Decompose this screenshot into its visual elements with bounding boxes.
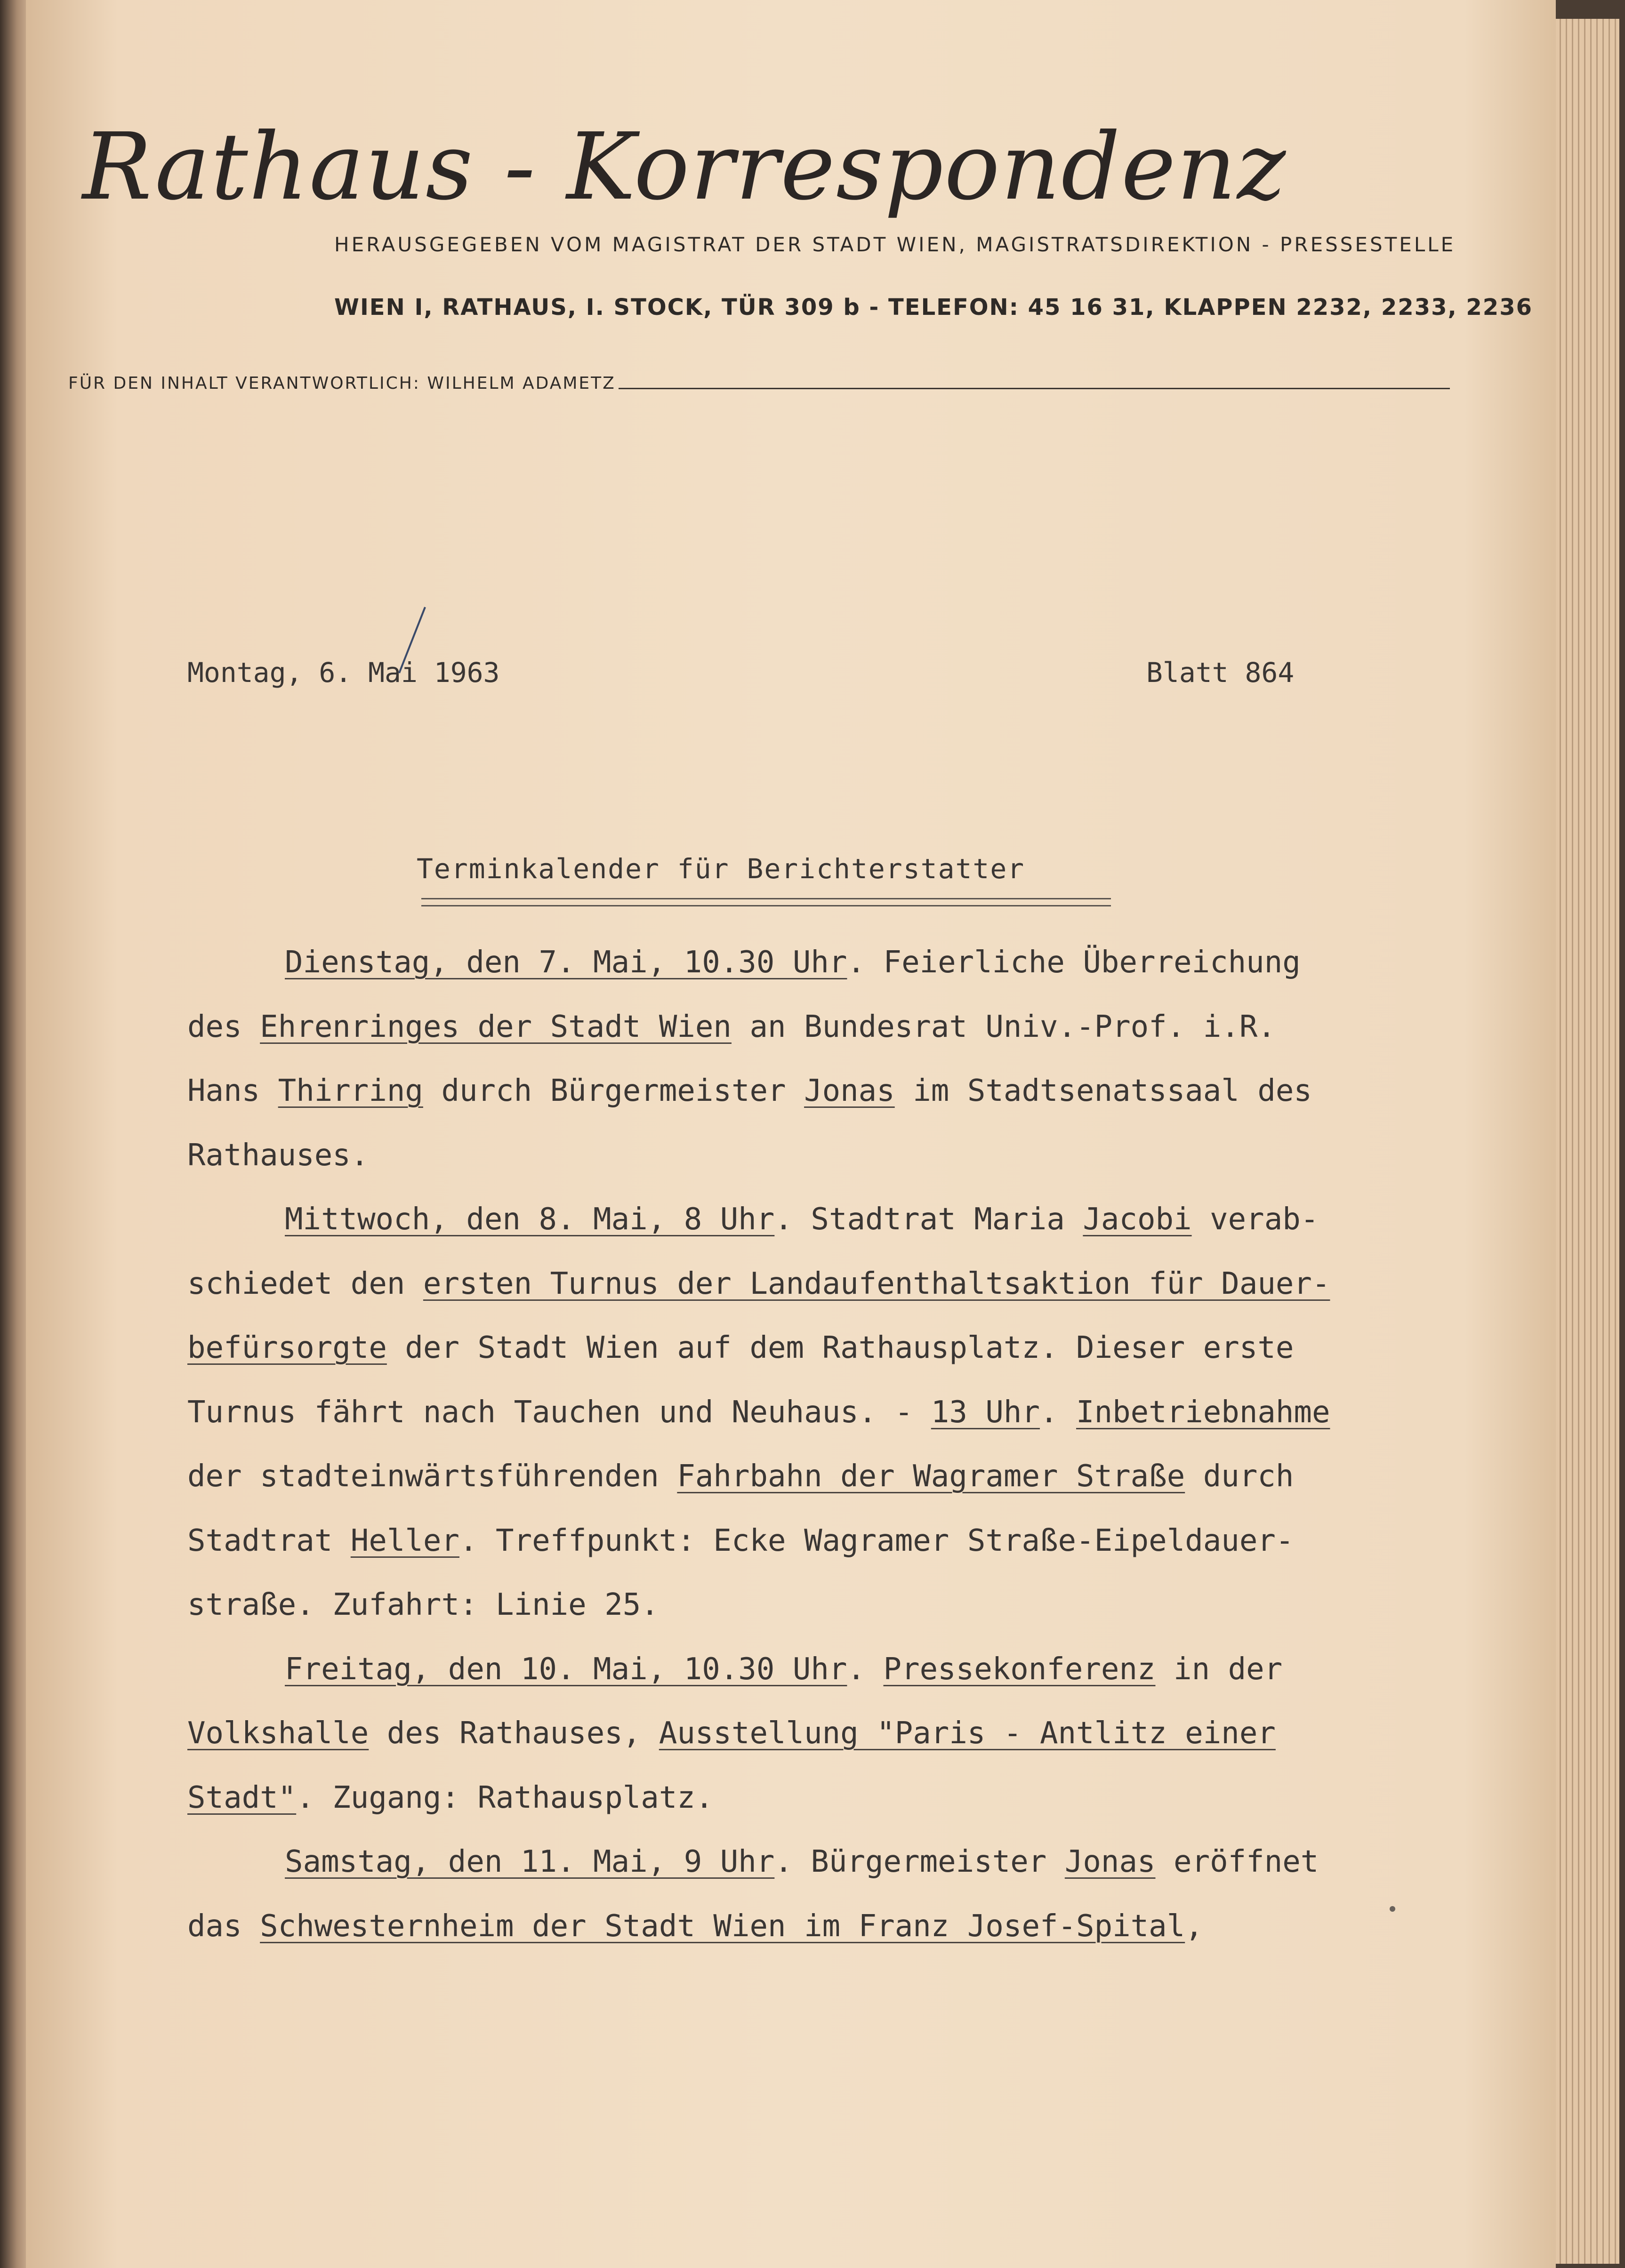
underlined-phrase: Ehrenringes der Stadt Wien (260, 1009, 732, 1044)
sheet-number: Blatt 864 (1146, 657, 1295, 689)
text-run: . Stadtrat Maria (774, 1202, 1083, 1237)
pencil-mark (331, 602, 439, 711)
underlined-name: Thirring (278, 1074, 423, 1108)
text-run: . (847, 1651, 884, 1687)
text-run: in der (1155, 1651, 1283, 1687)
date-phrase: Dienstag, den 7. Mai, 10.30 Uhr (285, 945, 847, 980)
text-run: schiedet den (187, 1266, 423, 1301)
text-run: eröffnet (1155, 1844, 1319, 1879)
text-run: Stadtrat (187, 1523, 351, 1558)
text-line (187, 1458, 1430, 1522)
text-run: . Bürgermeister (774, 1844, 1065, 1879)
text-run: durch (1185, 1459, 1294, 1494)
text-line (187, 1651, 1430, 1715)
text-line (187, 1329, 1430, 1394)
text-line (187, 1522, 1430, 1587)
text-run: im Stadtsenatssaal des (894, 1074, 1312, 1108)
text-line (187, 1843, 1430, 1907)
responsible-line: FÜR DEN INHALT VERANTWORTLICH: WILHELM ADAMETZ (68, 374, 616, 393)
text-line (187, 1072, 1430, 1137)
title-double-underline (421, 898, 1111, 906)
ink-dot (1390, 1906, 1395, 1912)
text-run: Rathauses. (187, 1138, 369, 1173)
text-line (187, 1137, 1430, 1201)
underlined-phrase: Inbetriebnahme (1076, 1394, 1330, 1430)
underlined-phrase: Stadt" (187, 1780, 297, 1815)
underlined-phrase: befürsorgte (187, 1330, 387, 1365)
underlined-phrase: Schwesternheim der Stadt Wien im Franz Josef-Spital (260, 1908, 1185, 1944)
body-text (187, 944, 1430, 1971)
document-page (26, 0, 1556, 2268)
underlined-name: Jacobi (1083, 1202, 1192, 1237)
text-line (187, 1907, 1430, 1972)
text-line (187, 1715, 1430, 1779)
underlined-name: Jonas (1064, 1844, 1156, 1879)
text-run: . (1039, 1394, 1077, 1430)
text-line (187, 1779, 1430, 1843)
text-line (187, 1265, 1430, 1330)
address-line: WIEN I, RATHAUS, I. STOCK, TÜR 309 b - TELEFON: 45 16 31, KLAPPEN 2232, 2233, 2236 (334, 294, 1533, 321)
underlined-phrase: ersten Turnus der Landaufenthaltsaktion für Dauer- (423, 1266, 1330, 1301)
underlined-phrase: Ausstellung "Paris - Antlitz einer (659, 1716, 1276, 1751)
text-run: des Rathauses, (369, 1716, 659, 1751)
underlined-name: Jonas (804, 1074, 895, 1108)
underlined-phrase: Pressekonferenz (883, 1651, 1156, 1687)
text-run: . Zugang: Rathausplatz. (296, 1780, 714, 1815)
time-phrase: 13 Uhr (931, 1394, 1040, 1430)
text-run: das (187, 1908, 260, 1944)
underlined-phrase: Volkshalle (187, 1716, 369, 1751)
text-run: Turnus fährt nach Tauchen und Neuhaus. - (187, 1394, 931, 1430)
underlined-name: Heller (350, 1523, 459, 1558)
text-line (187, 1394, 1430, 1458)
text-run: durch Bürgermeister (423, 1074, 804, 1108)
page-stack-edge (1549, 19, 1619, 2264)
text-line (187, 1201, 1430, 1265)
text-line (187, 1586, 1430, 1651)
text-run: Hans (187, 1074, 278, 1108)
responsible-row (68, 369, 1450, 393)
text-run: der Stadt Wien auf dem Rathausplatz. Dieser erste (386, 1330, 1294, 1365)
text-run: verab- (1191, 1202, 1319, 1237)
text-run: des (187, 1009, 260, 1044)
date-line: Montag, 6. Mai 1963 (187, 657, 500, 689)
date-phrase: Mittwoch, den 8. Mai, 8 Uhr (285, 1202, 775, 1237)
text-run: an Bundesrat Univ.-Prof. i.R. (731, 1009, 1276, 1044)
header-rule (619, 388, 1450, 389)
text-line (187, 1008, 1430, 1073)
masthead-title: Rathaus - Korrespondenz (82, 113, 1287, 221)
section-title: Terminkalender für Berichterstatter (417, 853, 1025, 885)
date-phrase: Freitag, den 10. Mai, 10.30 Uhr (285, 1651, 847, 1687)
publisher-line: HERAUSGEGEBEN VOM MAGISTRAT DER STADT WIEN, MAGISTRATSDIREKTION - PRESSESTELLE (334, 233, 1456, 256)
text-run: , (1185, 1908, 1203, 1944)
text-run: . Treffpunkt: Ecke Wagramer Straße-Eipeldauer- (459, 1523, 1294, 1558)
text-run: straße. Zufahrt: Linie 25. (187, 1587, 659, 1622)
text-run: . Feierliche Überreichung (847, 945, 1301, 980)
text-run: der stadteinwärtsführenden (187, 1459, 677, 1494)
left-page-edge (0, 0, 28, 2268)
date-phrase: Samstag, den 11. Mai, 9 Uhr (285, 1844, 775, 1879)
underlined-phrase: Fahrbahn der Wagramer Straße (677, 1459, 1185, 1494)
text-line (187, 944, 1430, 1008)
